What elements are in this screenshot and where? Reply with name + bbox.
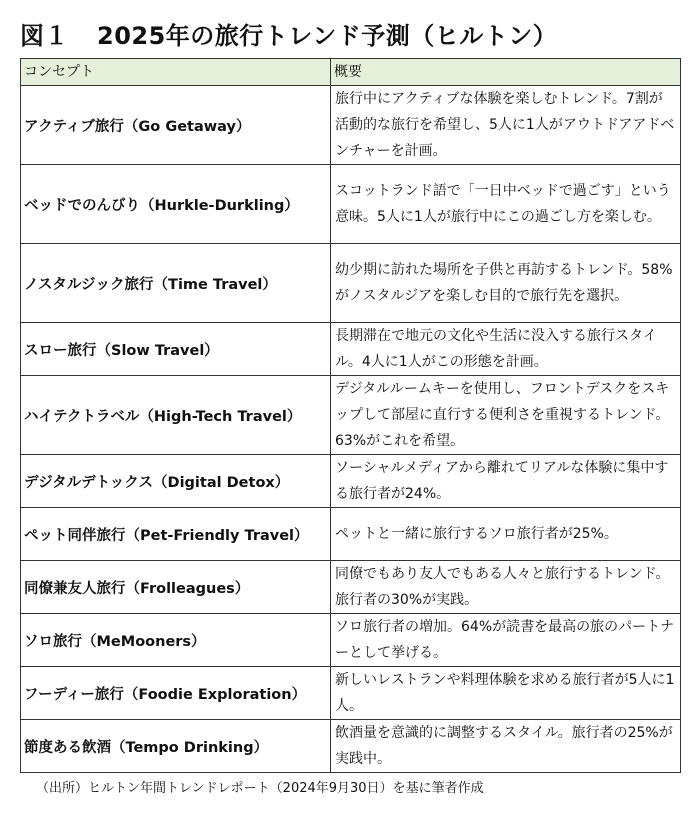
table-row bbox=[21, 455, 681, 508]
table-header-row bbox=[21, 59, 681, 86]
table-row bbox=[21, 86, 681, 165]
figure-number: 図１ bbox=[20, 22, 69, 50]
table-row bbox=[21, 720, 681, 773]
concept-cell: フーディー旅行（Foodie Exploration） bbox=[21, 667, 331, 720]
table-row bbox=[21, 508, 681, 561]
concept-cell: デジタルデトックス（Digital Detox） bbox=[21, 455, 331, 508]
table-row bbox=[21, 165, 681, 244]
summary-cell: 幼少期に訪れた場所を子供と再訪するトレンド。58%がノスタルジアを楽しむ目的で旅行先を選択。 bbox=[331, 244, 681, 323]
concept-cell: アクティブ旅行（Go Getaway） bbox=[21, 86, 331, 165]
concept-cell: 節度ある飲酒（Tempo Drinking） bbox=[21, 720, 331, 773]
header-concept: コンセプト bbox=[21, 59, 331, 86]
summary-cell: ソロ旅行者の増加。64%が読書を最高の旅のパートナーとして挙げる。 bbox=[331, 614, 681, 667]
source-note: （出所）ヒルトン年間トレンドレポート（2024年9月30日）を基に筆者作成 bbox=[36, 781, 484, 796]
table-row bbox=[21, 244, 681, 323]
concept-cell: ペット同伴旅行（Pet-Friendly Travel） bbox=[21, 508, 331, 561]
concept-cell: ハイテクトラベル（High-Tech Travel） bbox=[21, 376, 331, 455]
figure-title bbox=[20, 16, 557, 51]
summary-cell: 新しいレストランや料理体験を求める旅行者が5人に1人。 bbox=[331, 667, 681, 720]
concept-cell: ベッドでのんびり（Hurkle-Durkling） bbox=[21, 165, 331, 244]
summary-cell: 旅行中にアクティブな体験を楽しむトレンド。7割が活動的な旅行を希望し、5人に1人がアウトドアアドベンチャーを計画。 bbox=[331, 86, 681, 165]
summary-cell: スコットランド語で「一日中ベッドで過ごす」という意味。5人に1人が旅行中にこの過ごし方を楽しむ。 bbox=[331, 165, 681, 244]
concept-cell: スロー旅行（Slow Travel） bbox=[21, 323, 331, 376]
summary-cell: 飲酒量を意識的に調整するスタイル。旅行者の25%が実践中。 bbox=[331, 720, 681, 773]
summary-cell: 長期滞在で地元の文化や生活に没入する旅行スタイル。4人に1人がこの形態を計画。 bbox=[331, 323, 681, 376]
trend-table bbox=[20, 58, 681, 773]
summary-cell: デジタルルームキーを使用し、フロントデスクをスキップして部屋に直行する便利さを重視するトレンド。63%がこれを希望。 bbox=[331, 376, 681, 455]
table-row bbox=[21, 667, 681, 720]
summary-cell: ソーシャルメディアから離れてリアルな体験に集中する旅行者が24%。 bbox=[331, 455, 681, 508]
table-row bbox=[21, 376, 681, 455]
table-row bbox=[21, 323, 681, 376]
summary-cell: 同僚でもあり友人でもある人々と旅行するトレンド。旅行者の30%が実践。 bbox=[331, 561, 681, 614]
concept-cell: ソロ旅行（MeMooners） bbox=[21, 614, 331, 667]
summary-cell: ペットと一緒に旅行するソロ旅行者が25%。 bbox=[331, 508, 681, 561]
header-summary: 概要 bbox=[331, 59, 681, 86]
concept-cell: 同僚兼友人旅行（Frolleagues） bbox=[21, 561, 331, 614]
concept-cell: ノスタルジック旅行（Time Travel） bbox=[21, 244, 331, 323]
table-row bbox=[21, 561, 681, 614]
figure-title-text: 2025年の旅行トレンド予測（ヒルトン） bbox=[97, 22, 558, 50]
table-row bbox=[21, 614, 681, 667]
